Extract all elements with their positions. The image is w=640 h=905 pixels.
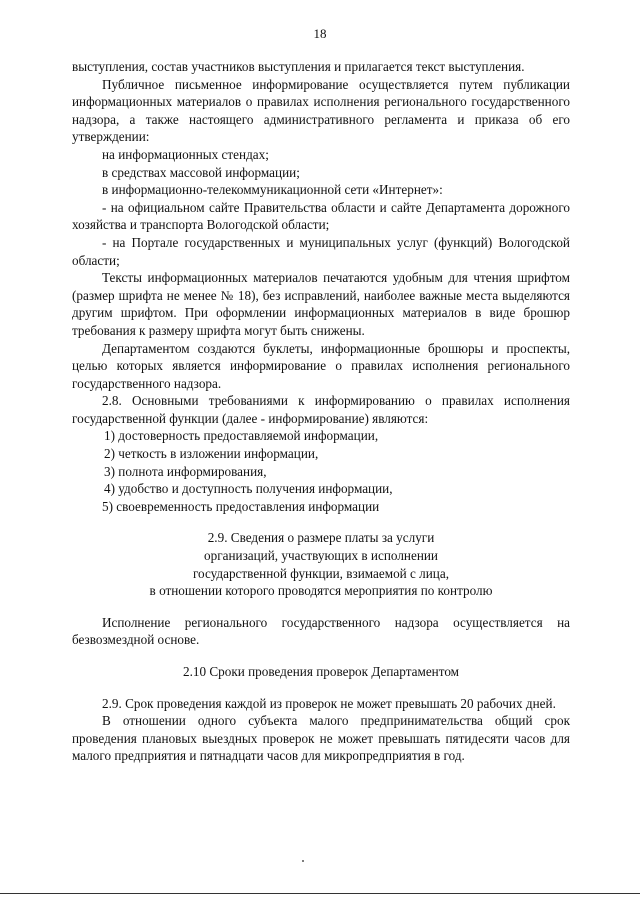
list-item: в средствах массовой информации;	[102, 164, 300, 180]
heading-line: в отношении которого проводятся мероприятия по контролю	[149, 583, 493, 599]
heading-line: государственной функции, взимаемой с лица,	[192, 565, 450, 581]
list-item: 2) четкость в изложении информации,	[104, 446, 319, 462]
list-item: - на официальном сайте Правительства области и сайте Департамента дорожного хозяйства и транспорта Вологодской области;	[72, 199, 570, 233]
page-edge-line	[0, 893, 640, 894]
list-item: в информационно-телекоммуникационной сети «Интернет»:	[102, 182, 443, 198]
paragraph: Тексты информационных материалов печатаются удобным для чтения шрифтом (размер шрифта не менее № 18), без исправлений, наиболее важные места выделяются другим шрифтом. При оформлении информационных материалов в виде брошюр требования к размеру шрифта могут быть снижены.	[72, 270, 570, 338]
scan-speck	[302, 860, 304, 862]
section-heading: 2.10 Сроки проведения проверок Департаментом	[182, 664, 460, 679]
list-item: на информационных стендах;	[102, 146, 269, 162]
section-heading	[72, 529, 570, 599]
page-number: 18	[313, 26, 327, 41]
paragraph: 2.9. Срок проведения каждой из проверок не может превышать 20 рабочих дней.	[102, 695, 556, 711]
list-item: 3) полнота информирования,	[104, 463, 267, 479]
paragraph: Департаментом создаются буклеты, информационные брошюры и проспекты, целью которых является информирование о правилах исполнения регионального государственного надзора.	[72, 340, 570, 391]
paragraph: В отношении одного субъекта малого предпринимательства общий срок проведения плановых выездных проверок не может превышать пятидесяти часов для малого предприятия и пятнадцати часов для микропредприятия в год.	[72, 713, 570, 764]
paragraph: Публичное письменное информирование осуществляется путем публикации информационных материалов о правилах исполнения регионального государственного надзора, а также настоящего административного регламента и приказа об его утверждении:	[72, 76, 570, 145]
heading-line: организаций, участвующих в исполнении	[204, 548, 438, 564]
paragraph: выступления, состав участников выступления и прилагается текст выступления.	[72, 59, 525, 74]
paragraph: 2.8. Основными требованиями к информированию о правилах исполнения государственной функции (далее - информирование) являются:	[72, 393, 570, 426]
list-item: 1) достоверность предоставляемой информации,	[104, 428, 379, 444]
list-item: 5) своевременность предоставления информации	[102, 498, 380, 514]
heading-line: 2.9. Сведения о размере платы за услуги	[207, 530, 435, 546]
document-body	[72, 58, 570, 765]
list-item: - на Портале государственных и муниципальных услуг (функций) Вологодской области;	[72, 234, 570, 268]
list-item: 4) удобство и доступность получения информации,	[104, 481, 393, 497]
paragraph: Исполнение регионального государственного надзора осуществляется на безвозмездной основе.	[72, 614, 570, 648]
